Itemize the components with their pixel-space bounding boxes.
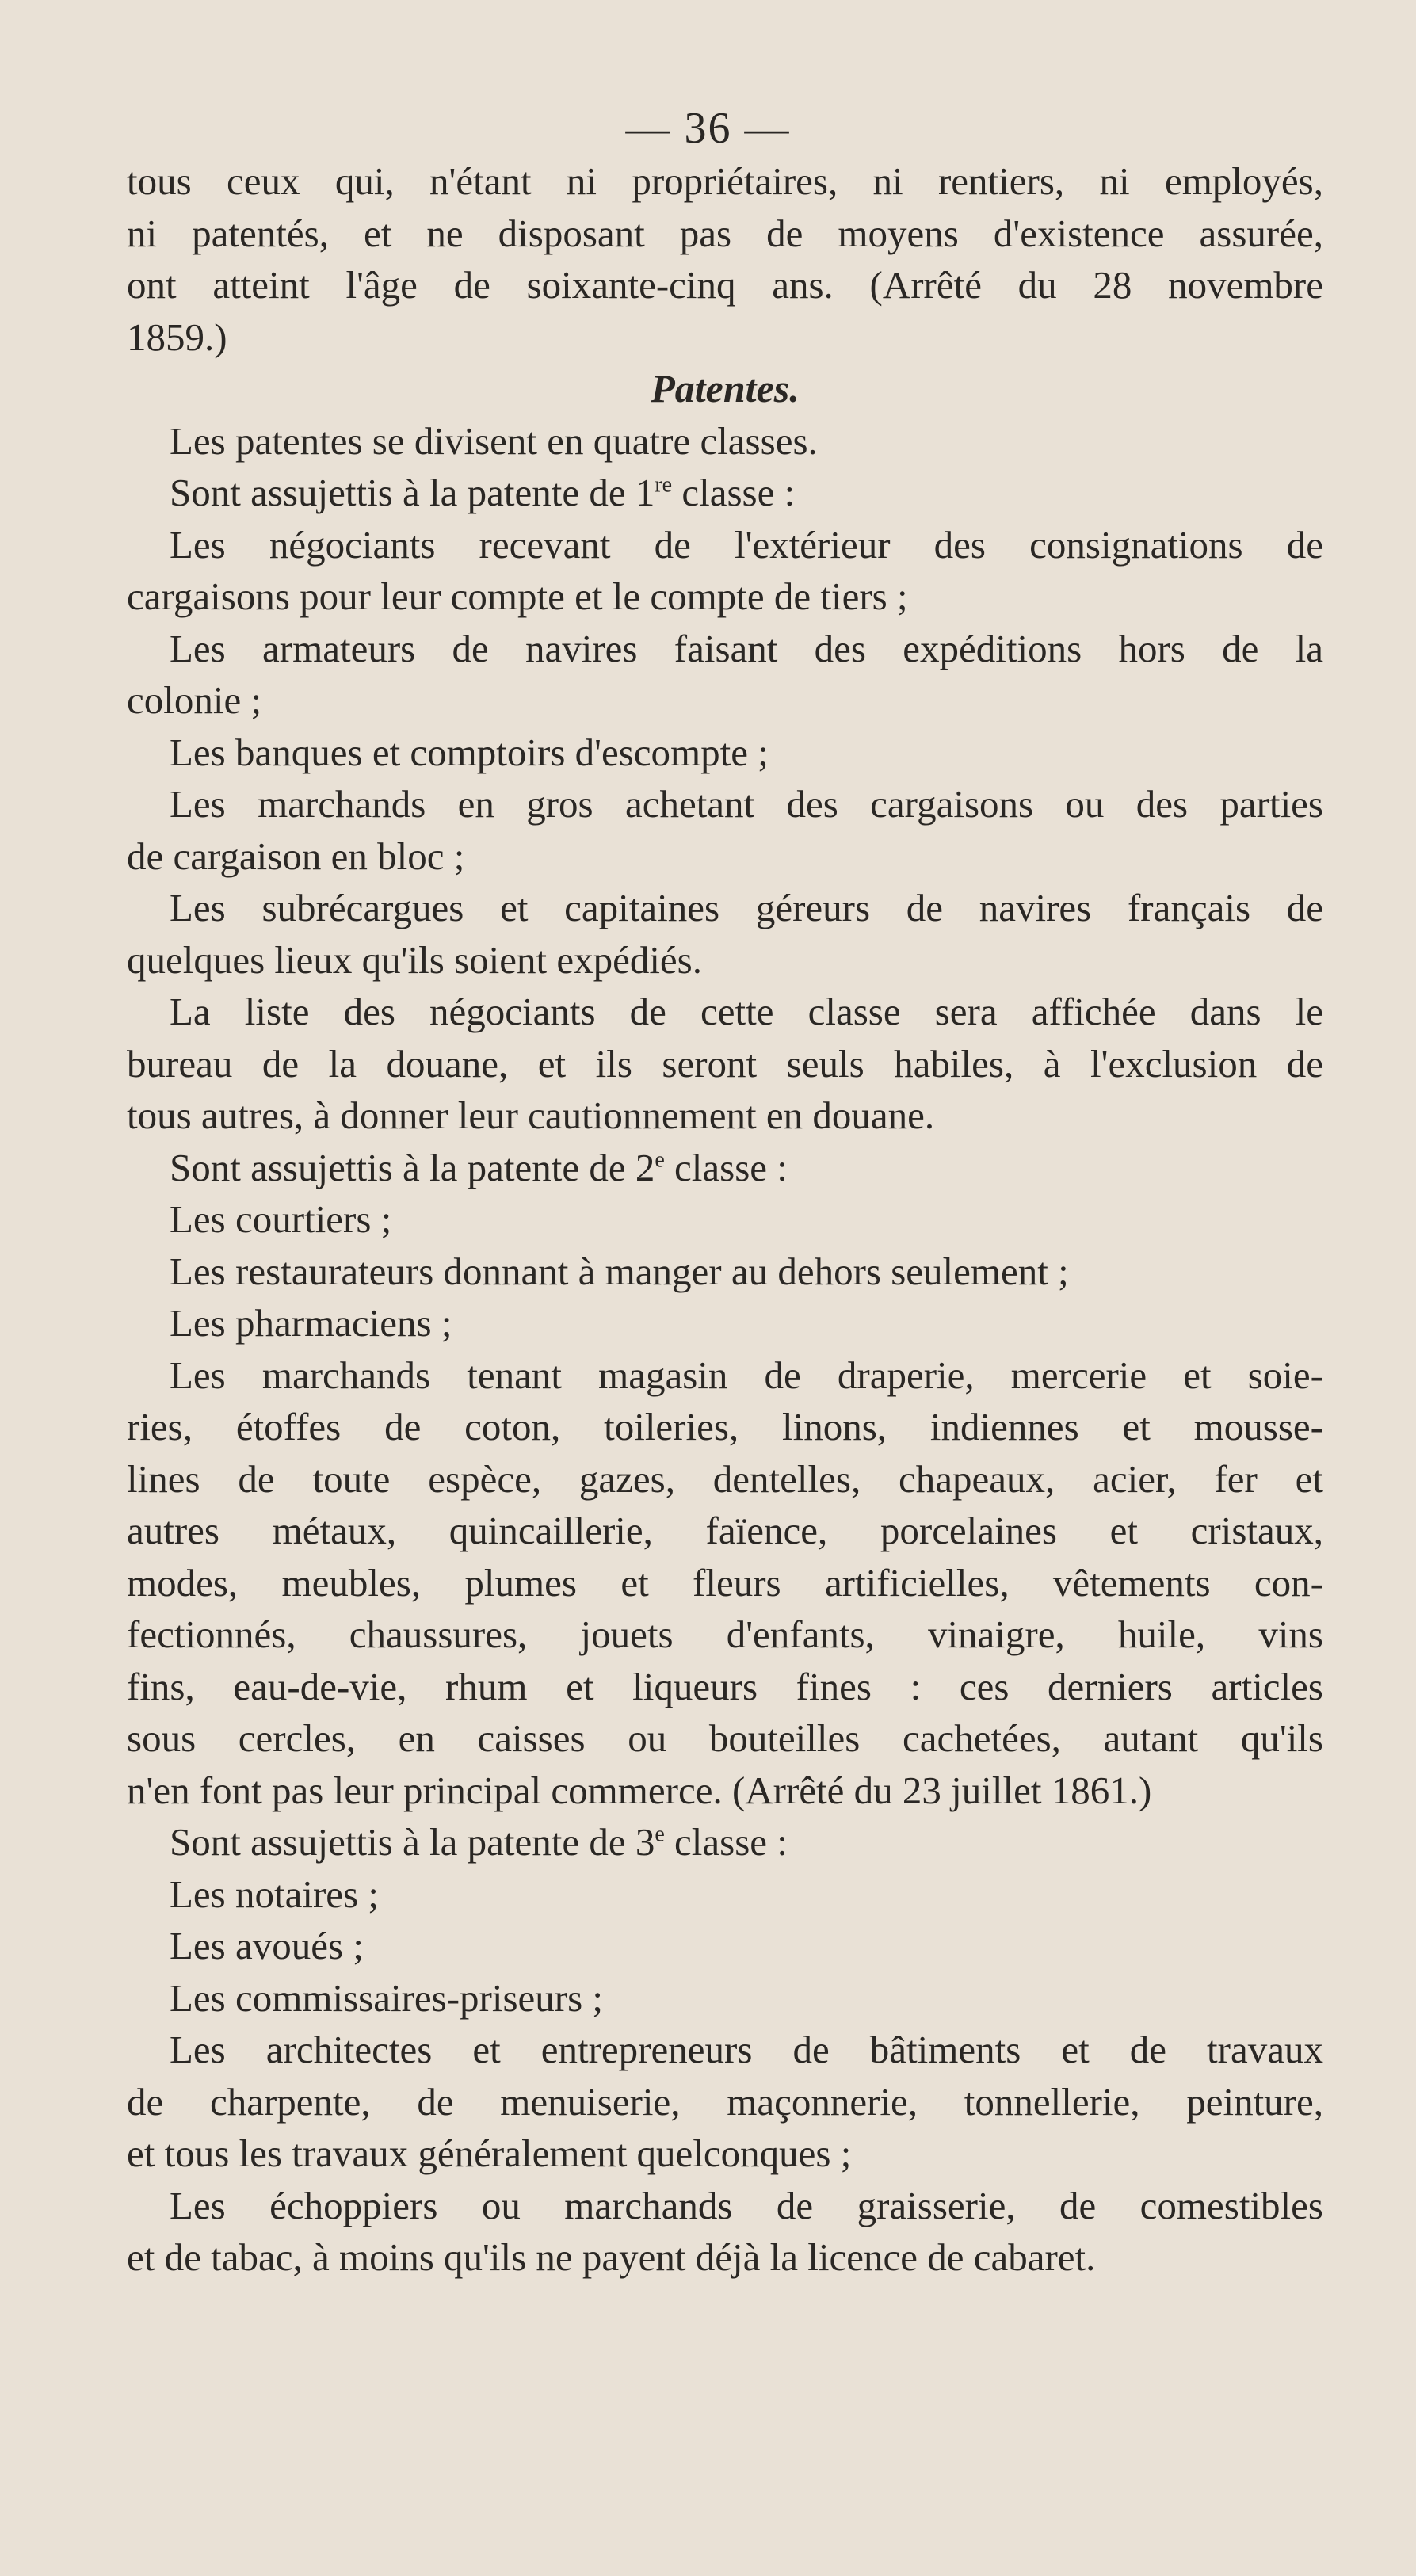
text-line: et de tabac, à moins qu'ils ne payent déjà la licence de cabaret. — [127, 2235, 1096, 2279]
text-line: de charpente, de menuiserie, maçonnerie, tonnellerie, peinture, — [127, 2079, 1323, 2124]
text-line: 1859.) — [127, 315, 227, 359]
text-line: Les échoppiers ou marchands de graisserie, de comestibles — [170, 2183, 1323, 2227]
text-line: colonie ; — [127, 678, 262, 722]
text-line: modes, meubles, plumes et fleurs artificielles, vêtements con- — [127, 1560, 1323, 1605]
text-line: Les avoués ; — [170, 1924, 364, 1967]
text-span: Sont assujettis à la patente de 3 — [170, 1820, 655, 1864]
text-line: Les marchands en gros achetant des cargaisons ou des parties — [170, 782, 1323, 826]
text-line: sous cercles, en caisses ou bouteilles cachetées, autant qu'ils — [127, 1716, 1323, 1760]
text-line: Les patentes se divisent en quatre classes. — [170, 418, 818, 463]
text-line — [127, 467, 1323, 519]
text-line: lines de toute espèce, gazes, dentelles, chapeaux, acier, fer et — [127, 1456, 1323, 1501]
text-span: classe : — [664, 1820, 788, 1864]
text-line: autres métaux, quincaillerie, faïence, porcelaines et cristaux, — [127, 1509, 1323, 1552]
text-line: et tous les travaux généralement quelconques ; — [127, 2131, 852, 2175]
text-line: tous autres, à donner leur cautionnement en douane. — [127, 1093, 935, 1137]
text-line: fectionnés, chaussures, jouets d'enfants, vinaigre, huile, vins — [127, 1612, 1323, 1656]
text-line: tous ceux qui, n'étant ni propriétaires, ni rentiers, ni employés, — [127, 159, 1323, 203]
text-line: Les courtiers ; — [170, 1197, 392, 1241]
text-line: quelques lieux qu'ils soient expédiés. — [127, 937, 703, 982]
superscript: re — [655, 472, 673, 498]
text-line: ni patentés, et ne disposant pas de moyens d'existence assurée, — [127, 211, 1323, 255]
superscript: e — [655, 1822, 665, 1847]
text-line: La liste des négociants de cette classe sera affichée dans le — [170, 990, 1323, 1033]
text-span: classe : — [664, 1145, 788, 1189]
text-line: n'en font pas leur principal commerce. (Arrêté du 23 juillet 1861.) — [127, 1768, 1152, 1812]
text-line: Les architectes et entrepreneurs de bâtiments et de travaux — [170, 2028, 1323, 2071]
text-line: Les banques et comptoirs d'escompte ; — [170, 730, 769, 774]
text-line: fins, eau-de-vie, rhum et liqueurs fines : ces derniers articles — [127, 1664, 1323, 1708]
text-span: Sont assujettis à la patente de 1 — [170, 471, 655, 514]
text-line — [127, 1142, 1323, 1194]
text-line: Les commissaires-priseurs ; — [170, 1975, 604, 2020]
text-line: Les notaires ; — [170, 1872, 379, 1916]
text-line: de cargaison en bloc ; — [127, 834, 465, 878]
text-line: cargaisons pour leur compte et le compte de tiers ; — [127, 574, 908, 618]
page-number: — 36 — — [625, 104, 791, 153]
text-line: ries, étoffes de coton, toileries, linons, indiennes et mousse- — [127, 1405, 1323, 1448]
section-heading: Patentes. — [651, 366, 800, 410]
text-line: bureau de la douane, et ils seront seuls habiles, à l'exclusion de — [127, 1041, 1323, 1086]
text-line: Les marchands tenant magasin de draperie, mercerie et soie- — [170, 1353, 1323, 1397]
body-text — [127, 155, 1323, 2284]
text-line: Les négociants recevant de l'extérieur des consignations de — [170, 522, 1323, 567]
text-line: ont atteint l'âge de soixante-cinq ans. (Arrêté du 28 novembre — [127, 263, 1323, 307]
text-line: Les armateurs de navires faisant des expéditions hors de la — [170, 626, 1323, 670]
superscript: e — [655, 1147, 665, 1173]
text-span: Sont assujettis à la patente de 2 — [170, 1145, 655, 1189]
text-line: Les subrécargues et capitaines géreurs de navires français de — [170, 886, 1323, 929]
text-line: Les restaurateurs donnant à manger au dehors seulement ; — [170, 1249, 1069, 1293]
text-line: Les pharmaciens ; — [170, 1301, 452, 1345]
text-span: classe : — [672, 471, 796, 514]
text-line — [127, 1816, 1323, 1868]
